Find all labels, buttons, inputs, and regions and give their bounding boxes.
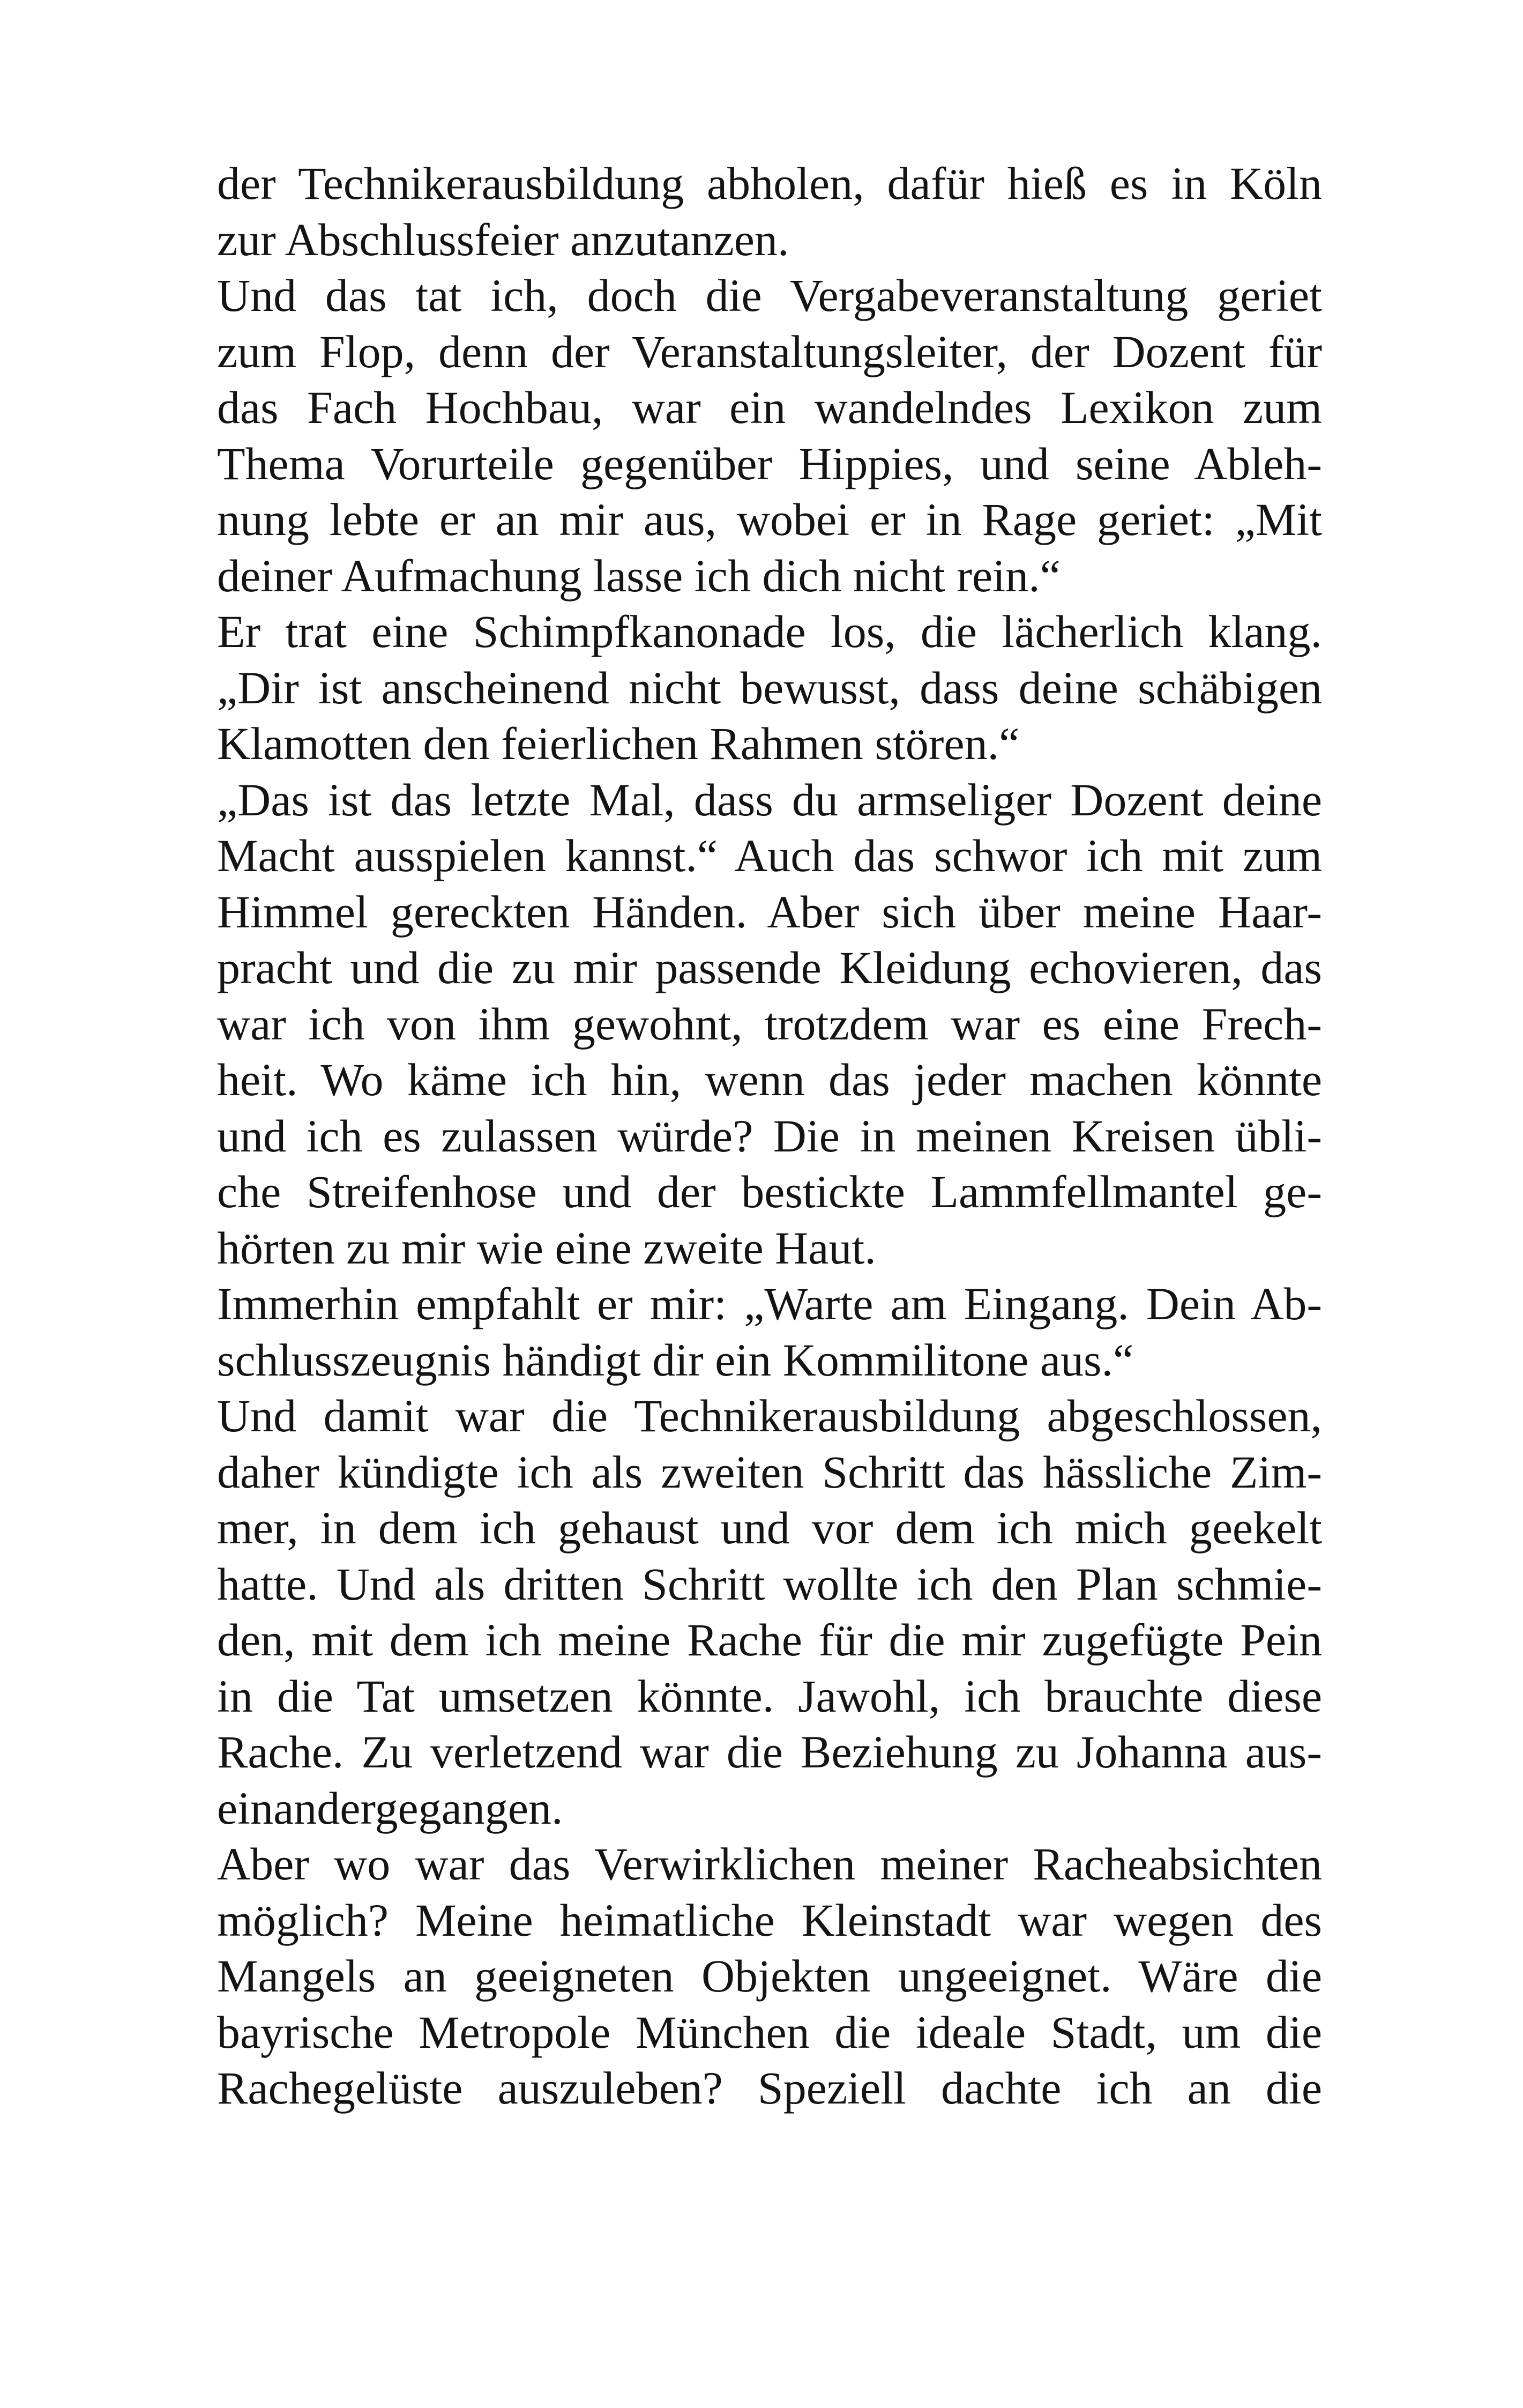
text-line: Klamotten den feierlichen Rahmen stören.“ [217, 718, 1020, 769]
text-line: bayrische Metropole München die ideale Stadt, um die [217, 2006, 1322, 2058]
text-line: che Streifenhose und der bestickte Lammfellmantel ge- [217, 1166, 1322, 1217]
text-line: Rachegelüste auszuleben? Speziell dachte ich an die [217, 2062, 1322, 2114]
text-line: und ich es zulassen würde? Die in meinen Kreisen übli- [217, 1110, 1322, 1162]
text-line: mer, in dem ich gehaust und vor dem ich mich geekelt [217, 1502, 1322, 1554]
text-line: nung lebte er an mir aus, wobei er in Rage geriet: „Mit [217, 494, 1322, 545]
text-line: den, mit dem ich meine Rache für die mir zugefügte Pein [217, 1614, 1322, 1666]
text-line: zur Abschlussfeier anzutanzen. [217, 213, 789, 265]
text-line: hörten zu mir wie eine zweite Haut. [217, 1222, 876, 1274]
text-line: Thema Vorurteile gegenüber Hippies, und seine Ableh- [217, 437, 1322, 489]
text-line: in die Tat umsetzen könnte. Jawohl, ich brauchte diese [217, 1670, 1322, 1722]
text-line: pracht und die zu mir passende Kleidung echovieren, das [217, 942, 1322, 993]
text-line: „Das ist das letzte Mal, dass du armseliger Dozent deine [217, 774, 1322, 826]
text-line: Und das tat ich, doch die Vergabeveranstaltung geriet [217, 270, 1322, 321]
text-line: deiner Aufmachung lasse ich dich nicht rein.“ [217, 549, 1061, 601]
text-line: möglich? Meine heimatliche Kleinstadt war wegen des [217, 1894, 1322, 1946]
text-line: das Fach Hochbau, war ein wandelndes Lexikon zum [217, 382, 1322, 433]
body-text [217, 155, 1322, 2116]
text-line: schlusszeugnis händigt dir ein Kommilitone aus.“ [217, 1334, 1134, 1386]
text-line: einandergegangen. [217, 1782, 563, 1834]
text-line: zum Flop, denn der Veranstaltungsleiter, der Dozent für [217, 325, 1322, 377]
text-line: hatte. Und als dritten Schritt wollte ich den Plan schmie- [217, 1558, 1322, 1610]
text-line: Und damit war die Technikerausbildung abgeschlossen, [217, 1390, 1322, 1441]
text-line: Mangels an geeigneten Objekten ungeeignet. Wäre die [217, 1950, 1322, 2002]
text-line: Immerhin empfahlt er mir: „Warte am Eingang. Dein Ab- [217, 1278, 1322, 1329]
text-line: „Dir ist anscheinend nicht bewusst, dass deine schäbigen [217, 662, 1322, 714]
text-line: Himmel gereckten Händen. Aber sich über meine Haar- [217, 886, 1322, 938]
text-line: war ich von ihm gewohnt, trotzdem war es eine Frech- [217, 998, 1322, 1050]
text-line: Er trat eine Schimpfkanonade los, die lächerlich klang. [217, 606, 1322, 657]
text-line: Macht ausspielen kannst.“ Auch das schwor ich mit zum [217, 830, 1322, 881]
text-line: Aber wo war das Verwirklichen meiner Racheabsichten [217, 1838, 1322, 1890]
text-line: Rache. Zu verletzend war die Beziehung zu Johanna aus- [217, 1726, 1322, 1778]
text-line: daher kündigte ich als zweiten Schritt das hässliche Zim- [217, 1446, 1322, 1498]
text-line: heit. Wo käme ich hin, wenn das jeder machen könnte [217, 1054, 1322, 1105]
text-line: der Technikerausbildung abholen, dafür hieß es in Köln [217, 158, 1322, 209]
